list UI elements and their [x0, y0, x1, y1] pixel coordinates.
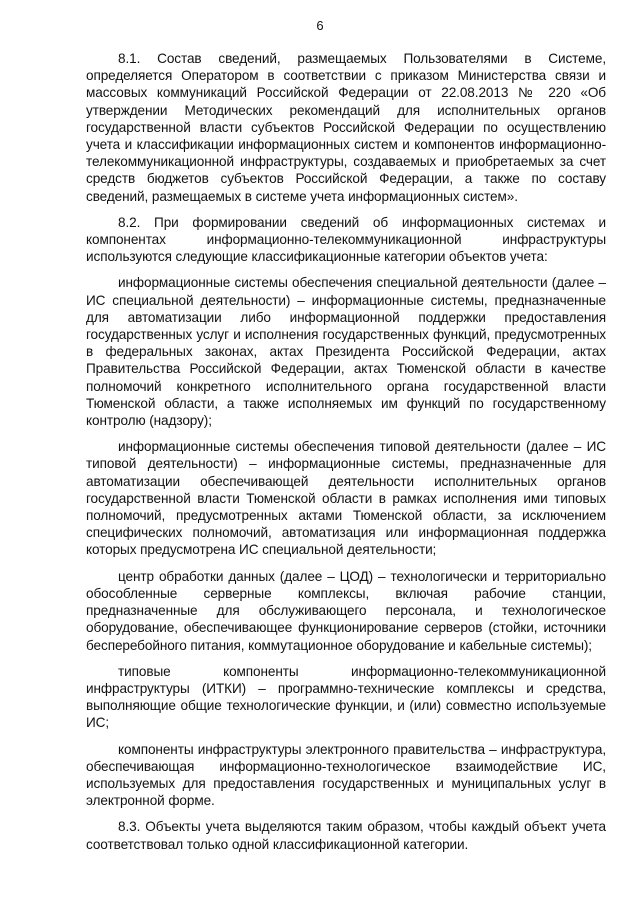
paragraph-8-2: 8.2. При формировании сведений об информационных системах и компонентах информационно-телекоммуникационной инфраструктуры используются следующие классификационные категории объектов учета:	[86, 214, 606, 265]
paragraph-itki: типовые компоненты информационно-телекоммуникационной инфраструктуры (ИТКИ) – программно-технические комплексы и средства, выполняющие общие технологические функции, и (или) совместно используемые ИС;	[86, 663, 606, 731]
page-number: 6	[316, 18, 324, 33]
paragraph-special-is: информационные системы обеспечения специальной деятельности (далее – ИС специальной деятельности) – информационные системы, предназначенные для автоматизации либо информационной поддержки предоставления государственных услуг и исполнения государственных функций, предусмотренных в федеральных законах, актах Президента Российской Федерации, актах Правительства Российской Федерации, актах Тюменской области в качестве полномочий конкретного исполнительного органа государственной власти Тюменской области, а также исполняемых им функций по государственному контролю (надзору);	[86, 275, 606, 429]
document-body	[86, 50, 606, 862]
paragraph-e-government: компоненты инфраструктуры электронного правительства – инфраструктура, обеспечивающая информационно-технологическое взаимодействие ИС, используемых для предоставления государственных и муниципальных услуг в электронной форме.	[86, 741, 606, 809]
paragraph-data-center: центр обработки данных (далее – ЦОД) – технологически и территориально обособленные серверные комплексы, включая рабочие станции, предназначенные для обслуживающего персонала, и технологическое оборудование, обеспечивающее функционирование серверов (стойки, источники бесперебойного питания, коммутационное оборудование и кабельные системы);	[86, 568, 606, 653]
paragraph-8-1: 8.1. Состав сведений, размещаемых Пользователями в Системе, определяется Оператором в соответствии с приказом Министерства связи и массовых коммуникаций Российской Федерации от 22.08.2013 № 220 «Об утверждении Методических рекомендаций для исполнительных органов государственной власти субъектов Российской Федерации по осуществлению учета и классификации информационных систем и компонентов информационно-телекоммуникационной инфраструктуры, создаваемых и приобретаемых за счет средств бюджетов субъектов Российской Федерации, а также по составу сведений, размещаемых в системе учета информационных систем».	[86, 51, 606, 204]
paragraph-8-3: 8.3. Объекты учета выделяются таким образом, чтобы каждый объект учета соответствовал только одной классификационной категории.	[86, 819, 606, 852]
paragraph-typical-is: информационные системы обеспечения типовой деятельности (далее – ИС типовой деятельности) – информационные системы, предназначенные для автоматизации обеспечивающей деятельности исполнительных органов государственной власти Тюменской области в рамках исполнения ими типовых полномочий, предусмотренных актами Тюменской области, за исключением специфических полномочий, автоматизация или информационная поддержка которых предусмотрена ИС специальной деятельности;	[86, 439, 606, 558]
